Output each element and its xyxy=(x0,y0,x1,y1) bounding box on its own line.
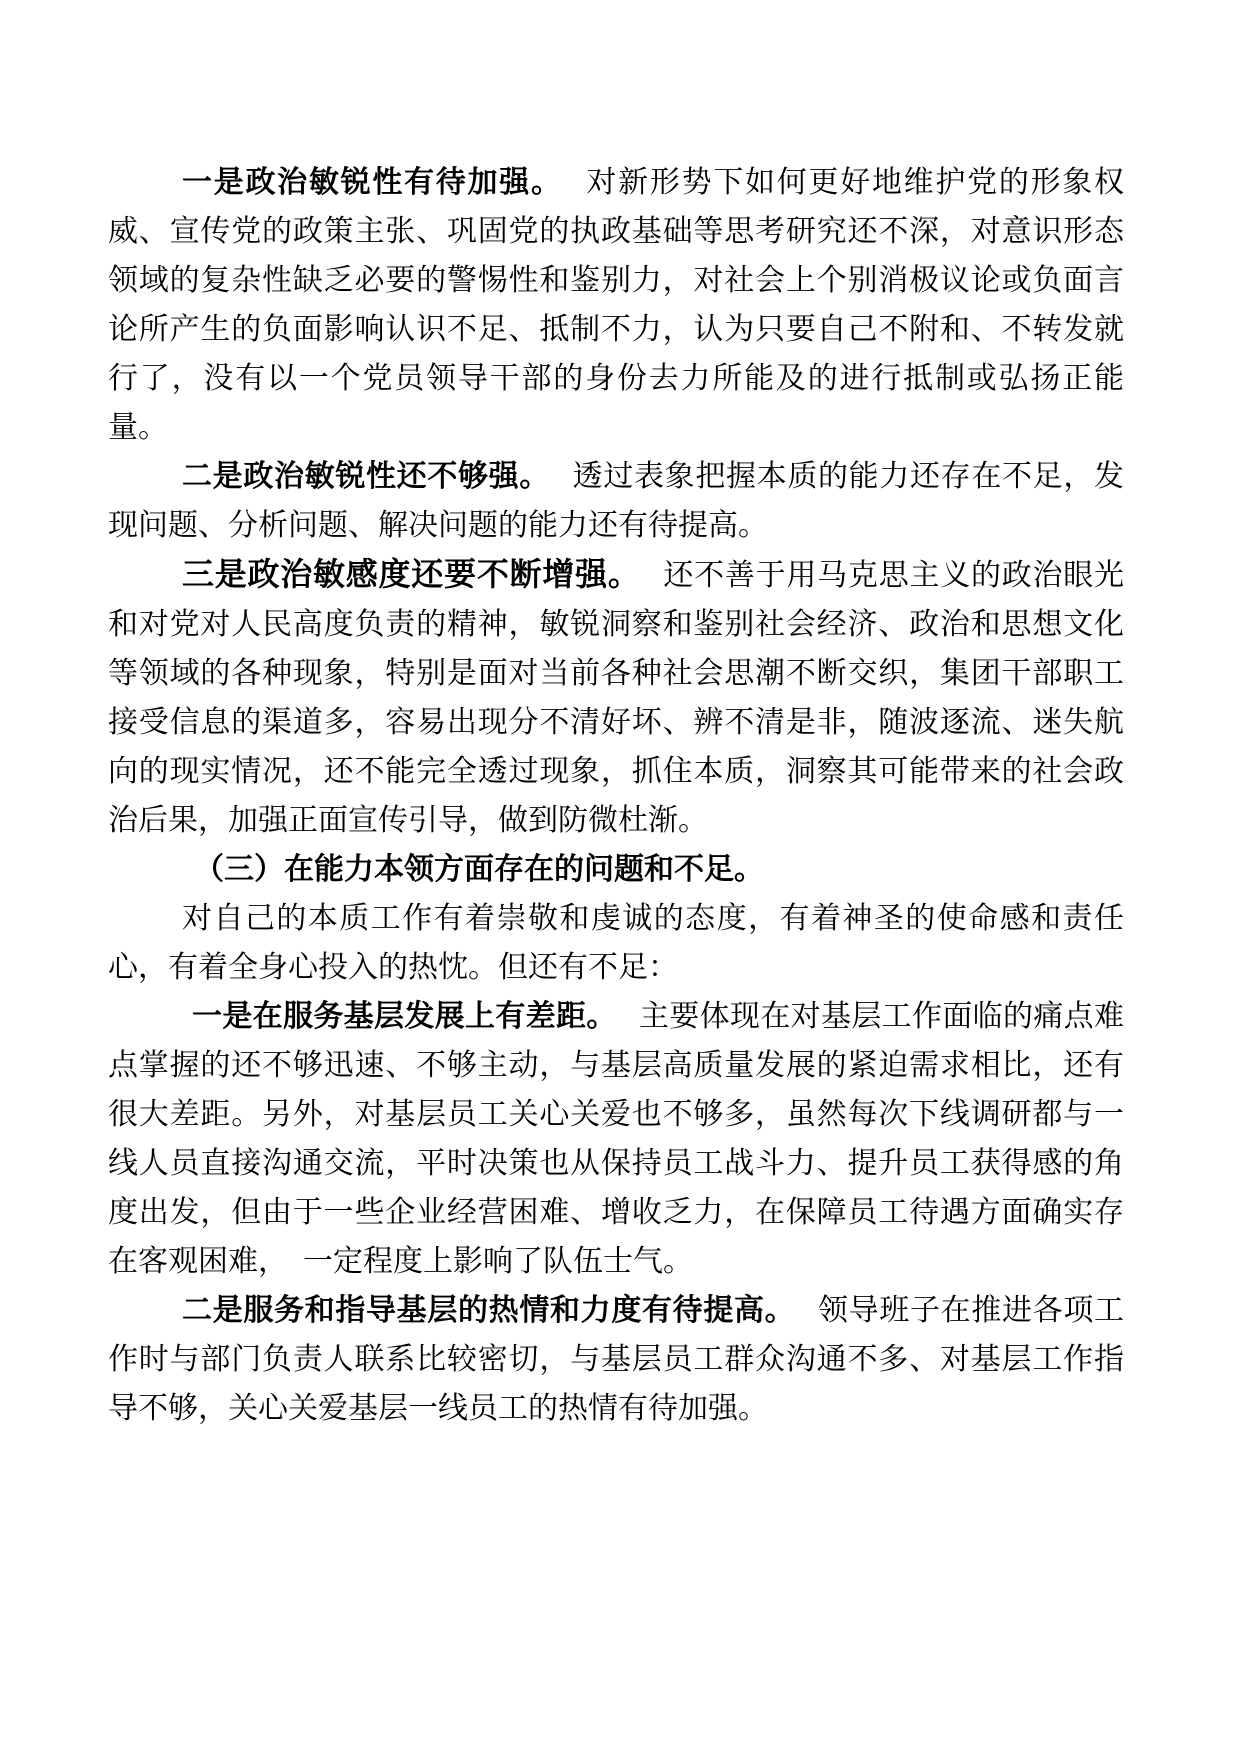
paragraph-grassroots-service-gap xyxy=(108,992,1124,1286)
paragraph-text: 对新形势下如何更好地维护党的形象权威、宣传党的政策主张、巩固党的执政基础等思考研究还不深，对意识形态领域的复杂性缺乏必要的警惕性和鉴别力，对社会上个别消极议论或负面言论所产生的负面影响认识不足、抵制不力，认为只要自己不附和、不转发就行了，没有以一个党员领导干部的身份去力所能及的进行抵制或弘扬正能量。 xyxy=(108,165,1125,445)
paragraph-grassroots-guidance xyxy=(108,1286,1124,1433)
paragraph-work-attitude xyxy=(108,894,1124,992)
paragraph-text: 还不善于用马克思主义的政治眼光和对党对人民高度负责的精神，敏锐洞察和鉴别社会经济、政治和思想文化等领域的各种现象，特别是面对当前各种社会思潮不断交织，集团干部职工接受信息的渠道多，容易出现分不清好坏、辨不清是非，随波逐流、迷失航向的现实情况，还不能完全透过现象，抓住本质，洞察其可能带来的社会政治后果，加强正面宣传引导，做到防微杜渐。 xyxy=(108,558,1124,838)
paragraph-lead: 三是政治敏感度还要不断增强。 xyxy=(182,555,641,593)
paragraph-lead: 一是在服务基层发展上有差距。 xyxy=(192,999,617,1034)
paragraph-lead: 二是服务和指导基层的热情和力度有待提高。 xyxy=(182,1293,796,1328)
paragraph-lead: 二是政治敏锐性还不够强。 xyxy=(182,459,550,494)
paragraph-text: 对自己的本质工作有着崇敬和虔诚的态度，有着神圣的使命感和责任心，有着全身心投入的热忱。但还有不足： xyxy=(108,901,1124,985)
paragraph-text: 透过表象把握本质的能力还存在不足，发现问题、分析问题、解决问题的能力还有待提高。 xyxy=(108,459,1124,543)
paragraph-text: 主要体现在对基层工作面临的痛点难点掌握的还不够迅速、不够主动，与基层高质量发展的紧迫需求相比，还有很大差距。另外，对基层员工关心关爱也不够多，虽然每次下线调研都与一线人员直接沟通交流，平时决策也从保持员工战斗力、提升员工获得感的角度出发，但由于一些企业经营困难、增收乏力，在保障员工待遇方面确实存在客观困难， 一定程度上影响了队伍士气。 xyxy=(108,999,1125,1279)
paragraph-political-sensitivity-strengthen xyxy=(108,158,1124,452)
paragraph-political-awareness xyxy=(108,550,1124,845)
section-heading xyxy=(108,845,1124,894)
paragraph-text: 领导班子在推进各项工作时与部门负责人联系比较密切，与基层员工群众沟通不多、对基层工作指导不够，关心关爱基层一线员工的热情有待加强。 xyxy=(108,1293,1125,1426)
paragraph-lead: 一是政治敏锐性有待加强。 xyxy=(182,165,563,200)
paragraph-political-sensitivity-not-strong xyxy=(108,452,1124,550)
document-body xyxy=(108,158,1124,1433)
section-heading-text: （三）在能力本领方面存在的问题和不足。 xyxy=(194,852,764,887)
